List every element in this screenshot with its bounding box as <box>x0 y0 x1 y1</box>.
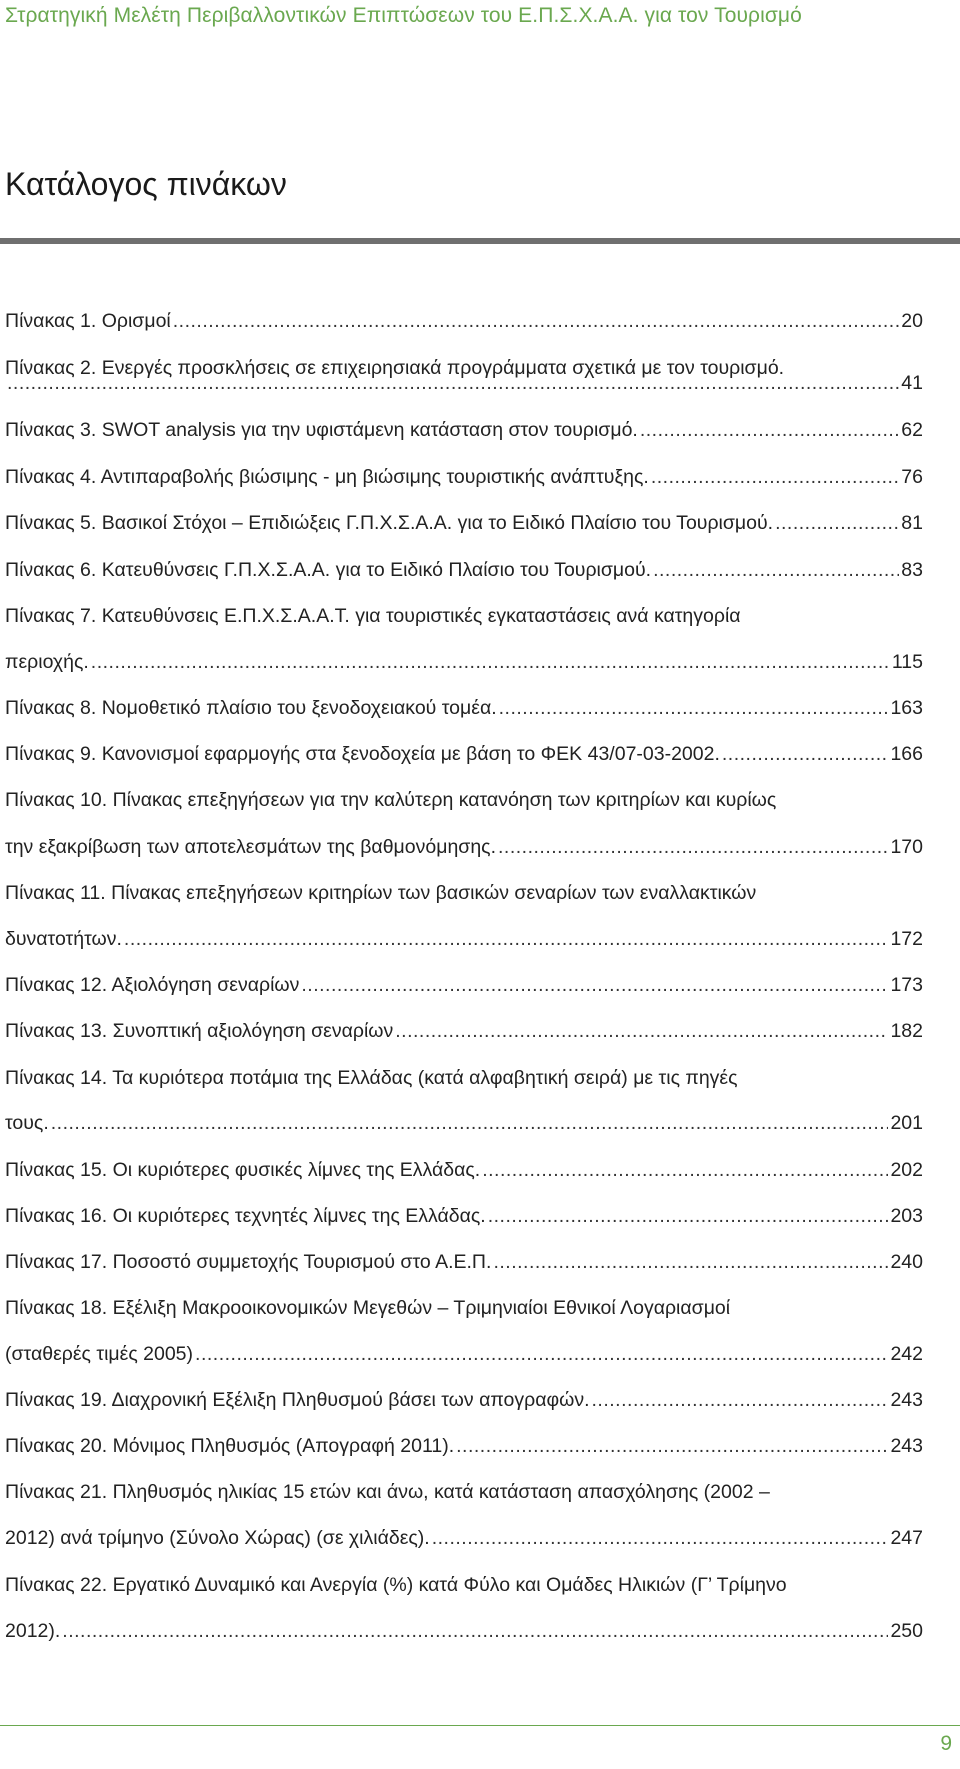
toc-entry-continuation[interactable] <box>5 368 923 398</box>
toc-entry-title: Πίνακας 17. Ποσοστό συμμετοχής Τουρισμού στο Α.Ε.Π. <box>5 1251 492 1273</box>
toc-entry[interactable] <box>5 462 923 492</box>
toc-entry-title: Πίνακας 7. Κατευθύνσεις Ε.Π.Χ.Σ.Α.Α.Τ. για τουριστικές εγκαταστάσεις ανά κατηγορία <box>5 605 741 627</box>
toc-dot-leader <box>482 1155 888 1185</box>
toc-entry-page: 173 <box>890 974 923 996</box>
toc-entry[interactable] <box>5 1155 923 1185</box>
toc-dot-leader <box>499 693 889 723</box>
footer-divider <box>0 1725 960 1726</box>
toc-entry[interactable] <box>5 878 923 908</box>
toc-entry-continuation[interactable] <box>5 1523 923 1553</box>
toc-entry[interactable] <box>5 555 923 585</box>
toc-entry-page: 83 <box>901 559 923 581</box>
toc-entry[interactable] <box>5 1293 923 1323</box>
toc-entry-page: 20 <box>901 310 923 332</box>
toc-dot-leader <box>432 1523 889 1553</box>
toc-dot-leader <box>124 924 889 954</box>
toc-dot-leader <box>640 415 899 445</box>
toc-entry-page: 170 <box>890 836 923 858</box>
page-title: Κατάλογος πινάκων <box>5 166 287 202</box>
toc-entry-title: Πίνακας 5. Βασικοί Στόχοι – Επιδιώξεις Γ.Π.Χ.Σ.Α.Α. για το Ειδικό Πλαίσιο του Τουρισμού. <box>5 512 774 534</box>
toc-entry-page: 41 <box>901 372 923 394</box>
toc-entry-title: Πίνακας 4. Αντιπαραβολής βιώσιμης - μη βιώσιμης τουριστικής ανάπτυξης. <box>5 466 649 488</box>
toc-entry-title: Πίνακας 6. Κατευθύνσεις Γ.Π.Χ.Σ.Α.Α. για το Ειδικό Πλαίσιο του Τουρισμού. <box>5 559 652 581</box>
toc-entry[interactable] <box>5 1247 923 1277</box>
toc-entry-title: Πίνακας 19. Διαχρονική Εξέλιξη Πληθυσμού βάσει των απογραφών. <box>5 1389 590 1411</box>
title-divider <box>0 238 960 244</box>
toc-entry-title-continued: την εξακρίβωση των αποτελεσμάτων της βαθμονόμησης. <box>5 836 496 858</box>
toc-dot-leader <box>173 306 900 336</box>
toc-entry[interactable] <box>5 415 923 445</box>
toc-entry-title-continued: περιοχής. <box>5 651 89 673</box>
toc-entry-title: Πίνακας 14. Τα κυριότερα ποτάμια της Ελλάδας (κατά αλφαβητική σειρά) με τις πηγές <box>5 1067 738 1089</box>
toc-dot-leader <box>395 1016 888 1046</box>
toc-dot-leader <box>498 832 888 862</box>
toc-entry-title-continued: δυνατοτήτων. <box>5 928 122 950</box>
toc-entry-continuation[interactable] <box>5 647 923 677</box>
toc-entry[interactable] <box>5 1431 923 1461</box>
toc-entry[interactable] <box>5 1570 923 1600</box>
toc-dot-leader <box>51 1108 889 1138</box>
toc-entry-title: Πίνακας 9. Κανονισμοί εφαρμογής στα ξενοδοχεία με βάση το ΦΕΚ 43/07-03-2002. <box>5 743 720 765</box>
toc-entry-page: 242 <box>890 1343 923 1365</box>
toc-entry-page: 81 <box>901 512 923 534</box>
toc-entry-title: Πίνακας 16. Οι κυριότερες τεχνητές λίμνες της Ελλάδας. <box>5 1205 486 1227</box>
toc-dot-leader <box>722 739 889 769</box>
toc-entry-page: 203 <box>890 1205 923 1227</box>
toc-entry-page: 115 <box>891 651 923 673</box>
toc-entry-page: 250 <box>890 1620 923 1642</box>
toc-entry-title: Πίνακας 1. Ορισμοί <box>5 310 171 332</box>
toc-entry-title: Πίνακας 13. Συνοπτική αξιολόγηση σεναρίων <box>5 1020 394 1042</box>
toc-entry-title: Πίνακας 2. Ενεργές προσκλήσεις σε επιχειρησιακά προγράμματα σχετικά με τον τουρισμό. <box>5 357 785 379</box>
toc-entry-title: Πίνακας 15. Οι κυριότερες φυσικές λίμνες της Ελλάδας. <box>5 1159 481 1181</box>
toc-entry-page: 172 <box>890 928 923 950</box>
toc-entry-page: 163 <box>890 697 923 719</box>
toc-dot-leader <box>62 1616 888 1646</box>
toc-entry-title-continued: 2012) ανά τρίμηνο (Σύνολο Χώρας) (σε χιλιάδες). <box>5 1527 430 1549</box>
toc-entry-page: 243 <box>890 1435 923 1457</box>
toc-dot-leader <box>653 555 899 585</box>
toc-entry-title-continued: (σταθερές τιμές 2005) <box>5 1343 194 1365</box>
toc-dot-leader <box>195 1339 888 1369</box>
toc-entry-title: Πίνακας 18. Εξέλιξη Μακροοικονομικών Μεγεθών – Τριμηνιαίοι Εθνικοί Λογαριασμοί <box>5 1297 731 1319</box>
toc-entry-title-continued: 2012). <box>5 1620 61 1642</box>
toc-entry-title: Πίνακας 11. Πίνακας επεξηγήσεων κριτηρίων των βασικών σεναρίων των εναλλακτικών <box>5 882 757 904</box>
toc-entry-continuation[interactable] <box>5 1339 923 1369</box>
toc-entry[interactable] <box>5 1477 923 1507</box>
toc-entry-page: 201 <box>890 1112 923 1134</box>
toc-entry-continuation[interactable] <box>5 1108 923 1138</box>
toc-entry-page: 166 <box>890 743 923 765</box>
page-number: 9 <box>940 1732 952 1755</box>
toc-dot-leader <box>488 1201 889 1231</box>
toc-entry-page: 202 <box>890 1159 923 1181</box>
toc-entry-page: 247 <box>890 1527 923 1549</box>
toc-entry[interactable] <box>5 785 923 815</box>
toc-entry-title: Πίνακας 10. Πίνακας επεξηγήσεων για την καλύτερη κατανόηση των κριτηρίων και κυρίως <box>5 789 777 811</box>
toc-entry-page: 62 <box>901 419 923 441</box>
toc-entry-page: 243 <box>890 1389 923 1411</box>
toc-entry[interactable] <box>5 508 923 538</box>
toc-dot-leader <box>456 1431 888 1461</box>
toc-dot-leader <box>775 508 899 538</box>
toc-entry-page: 240 <box>890 1251 923 1273</box>
toc-entry[interactable] <box>5 306 923 336</box>
toc-entry[interactable] <box>5 1201 923 1231</box>
toc-entry[interactable] <box>5 739 923 769</box>
toc-entry-title: Πίνακας 22. Εργατικό Δυναμικό και Ανεργία (%) κατά Φύλο και Ομάδες Ηλικιών (Γ’ Τρίμηνο <box>5 1574 787 1596</box>
toc-entry[interactable] <box>5 601 923 631</box>
toc-dot-leader <box>301 970 888 1000</box>
toc-entry[interactable] <box>5 1385 923 1415</box>
toc-entry-continuation[interactable] <box>5 832 923 862</box>
toc-entry[interactable] <box>5 693 923 723</box>
toc-dot-leader <box>91 647 890 677</box>
toc-entry[interactable] <box>5 1016 923 1046</box>
toc-entry-continuation[interactable] <box>5 924 923 954</box>
toc-entry-page: 76 <box>901 466 923 488</box>
toc-entry-title: Πίνακας 3. SWOT analysis για την υφιστάμενη κατάσταση στον τουρισμό. <box>5 419 638 441</box>
toc-entry-title: Πίνακας 8. Νομοθετικό πλαίσιο του ξενοδοχειακού τομέα. <box>5 697 497 719</box>
toc-dot-leader <box>493 1247 888 1277</box>
toc-dot-leader <box>592 1385 889 1415</box>
toc-dot-leader <box>7 368 899 398</box>
toc-entry-title: Πίνακας 20. Μόνιμος Πληθυσμός (Απογραφή 2011). <box>5 1435 455 1457</box>
toc-entry-title: Πίνακας 12. Αξιολόγηση σεναρίων <box>5 974 300 996</box>
running-header: Στρατηγική Μελέτη Περιβαλλοντικών Επιπτώσεων του Ε.Π.Σ.Χ.Α.Α. για τον Τουρισμό <box>5 4 802 27</box>
toc-entry-title-continued: τους. <box>5 1112 49 1134</box>
toc-entry[interactable] <box>5 970 923 1000</box>
toc-entry[interactable] <box>5 1063 923 1093</box>
toc-entry-continuation[interactable] <box>5 1616 923 1646</box>
toc-entry-page: 182 <box>890 1020 923 1042</box>
toc-dot-leader <box>651 462 899 492</box>
toc-entry-title: Πίνακας 21. Πληθυσμός ηλικίας 15 ετών και άνω, κατά κατάσταση απασχόλησης (2002 – <box>5 1481 770 1503</box>
